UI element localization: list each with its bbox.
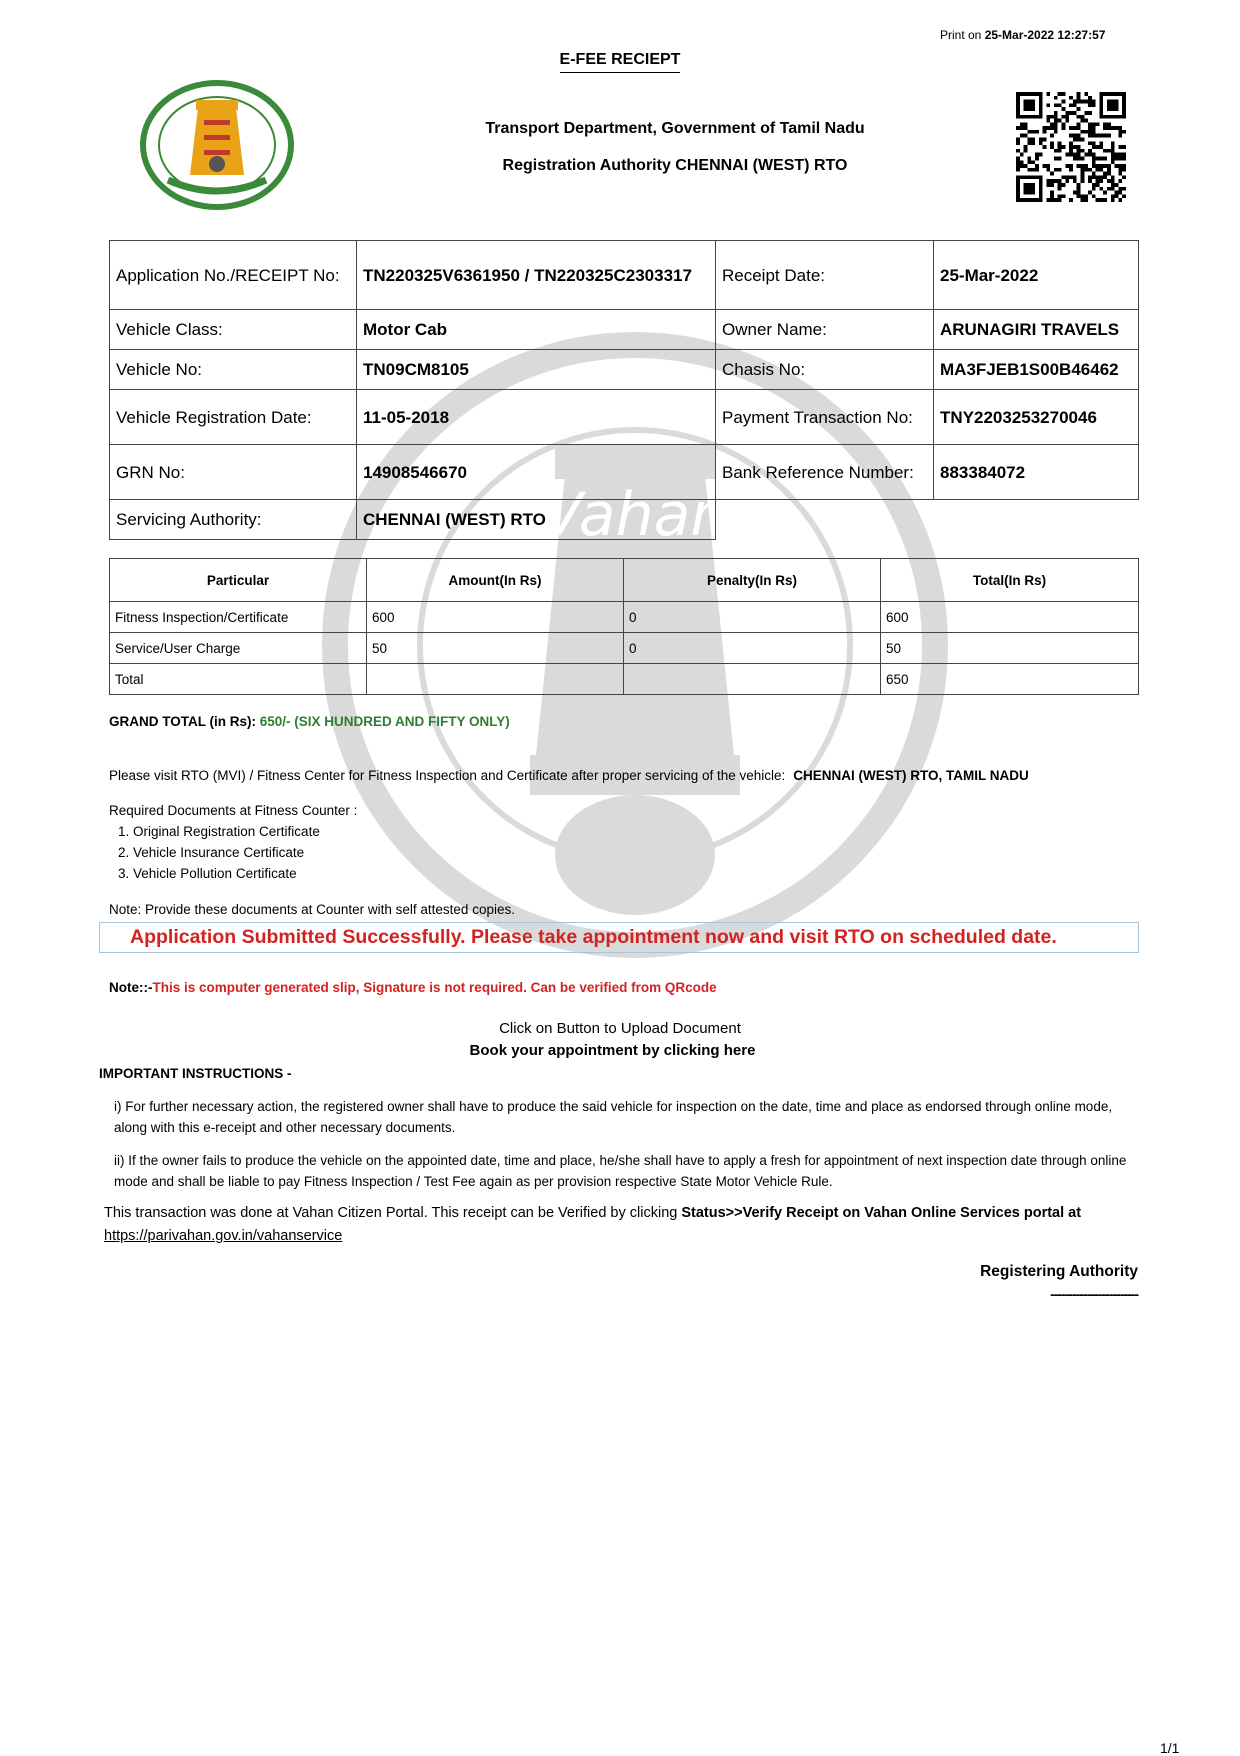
value-bank-reference: 883384072 [934, 445, 1139, 500]
important-instructions-title: IMPORTANT INSTRUCTIONS - [99, 1066, 292, 1081]
visit-instruction: Please visit RTO (MVI) / Fitness Center for Fitness Inspection and Certificate after proper servicing of the vehicle: CHENNAI (WEST) RTO, TAMIL NADU [109, 768, 1029, 783]
table-cell: 50 [367, 633, 624, 664]
table-cell [367, 664, 624, 695]
label-vehicle-no: Vehicle No: [110, 350, 357, 390]
table-cell: Total [110, 664, 367, 695]
table-cell [624, 664, 881, 695]
column-header: Total(In Rs) [881, 559, 1139, 602]
print-timestamp: Print on 25-Mar-2022 12:27:57 [940, 28, 1106, 42]
department-name: Transport Department, Government of Tamil Nadu [485, 120, 865, 137]
table-cell: 0 [624, 633, 881, 664]
signature-line: ------------------------ [1050, 1286, 1138, 1302]
book-appointment-link[interactable]: Book your appointment by clicking here [469, 1042, 756, 1059]
table-row [110, 310, 1139, 350]
label-registration-date: Vehicle Registration Date: [110, 390, 357, 445]
list-item: 1. Original Registration Certificate [133, 821, 357, 842]
table-cell: Fitness Inspection/Certificate [110, 602, 367, 633]
list-item: 2. Vehicle Insurance Certificate [133, 842, 357, 863]
qr-code [1016, 92, 1126, 202]
list-item: 3. Vehicle Pollution Certificate [133, 863, 357, 884]
grand-total [109, 714, 510, 729]
table-header-row [110, 559, 1139, 602]
label-vehicle-class: Vehicle Class: [110, 310, 357, 350]
value-application-no: TN220325V6361950 / TN220325C2303317 [357, 241, 716, 310]
page-number: 1/1 [1160, 1740, 1180, 1756]
table-cell: 0 [624, 602, 881, 633]
vahan-verification-text: This transaction was done at Vahan Citizen Portal. This receipt can be Verified by clicking Status>>Verify Receipt on Vahan Online Services portal at https://parivahan.gov.in/vahanservice [104, 1205, 1082, 1244]
table-cell: Service/User Charge [110, 633, 367, 664]
fee-table [109, 558, 1139, 695]
value-servicing-authority: CHENNAI (WEST) RTO [357, 500, 716, 540]
value-vehicle-class: Motor Cab [357, 310, 716, 350]
note-attested-copies: Note: Provide these documents at Counter with self attested copies. [109, 902, 515, 917]
value-registration-date: 11-05-2018 [357, 390, 716, 445]
success-message: Application Submitted Successfully. Please take appointment now and visit RTO on scheduled date. [130, 926, 1057, 948]
grand-total-label: GRAND TOTAL (in Rs): [109, 714, 256, 729]
required-documents [109, 800, 357, 884]
label-servicing-authority: Servicing Authority: [110, 500, 357, 540]
value-receipt-date: 25-Mar-2022 [934, 241, 1139, 310]
receipt-title: E-FEE RECIEPT [0, 51, 1240, 69]
table-cell: 600 [881, 602, 1139, 633]
receipt-details-table [109, 240, 1139, 540]
table-row [110, 390, 1139, 445]
visit-location: CHENNAI (WEST) RTO, TAMIL NADU [793, 768, 1029, 783]
label-receipt-date: Receipt Date: [716, 241, 934, 310]
registering-authority: Registering Authority [980, 1263, 1138, 1280]
parivahan-link[interactable]: https://parivahan.gov.in/vahanservice [104, 1228, 343, 1244]
table-cell: 650 [881, 664, 1139, 695]
grand-total-value: 650/- (SIX HUNDRED AND FIFTY ONLY) [259, 714, 510, 729]
label-bank-reference: Bank Reference Number: [716, 445, 934, 500]
upload-document-button[interactable]: Click on Button to Upload Document [499, 1020, 741, 1037]
value-vehicle-no: TN09CM8105 [357, 350, 716, 390]
required-documents-title: Required Documents at Fitness Counter : [109, 803, 358, 818]
note-computer-generated: Note::-This is computer generated slip, Signature is not required. Can be verified from QRcode [109, 980, 717, 995]
column-header: Penalty(In Rs) [624, 559, 881, 602]
table-row [110, 500, 1139, 540]
table-row [110, 350, 1139, 390]
table-row [110, 633, 1139, 664]
label-chasis-no: Chasis No: [716, 350, 934, 390]
table-cell: 600 [367, 602, 624, 633]
table-row [110, 241, 1139, 310]
value-owner-name: ARUNAGIRI TRAVELS [934, 310, 1139, 350]
value-grn-no: 14908546670 [357, 445, 716, 500]
label-grn-no: GRN No: [110, 445, 357, 500]
tamil-nadu-emblem-logo [138, 80, 296, 210]
label-application-no: Application No./RECEIPT No: [110, 241, 357, 310]
value-chasis-no: MA3FJEB1S00B46462 [934, 350, 1139, 390]
instruction-item: ii) If the owner fails to produce the vehicle on the appointed date, time and place, he/she shall have to apply a fresh for appointment of next inspection date through online mode and shall be liable to pay Fitness Inspection / Test Fee again as per provision respective State Motor Vehicle Rule. [114, 1153, 1127, 1189]
table-row [110, 602, 1139, 633]
table-row [110, 664, 1139, 695]
column-header: Particular [110, 559, 367, 602]
instruction-item: i) For further necessary action, the registered owner shall have to produce the said vehicle for inspection on the date, time and place as endorsed through online mode, along with this e-receipt and other necessary documents. [114, 1099, 1113, 1135]
label-owner-name: Owner Name: [716, 310, 934, 350]
svg-text:Vahan: Vahan [541, 480, 729, 550]
label-payment-transaction: Payment Transaction No: [716, 390, 934, 445]
table-cell: 50 [881, 633, 1139, 664]
registration-authority: Registration Authority CHENNAI (WEST) RTO [502, 157, 848, 174]
value-payment-transaction: TNY2203253270046 [934, 390, 1139, 445]
column-header: Amount(In Rs) [367, 559, 624, 602]
table-row [110, 445, 1139, 500]
